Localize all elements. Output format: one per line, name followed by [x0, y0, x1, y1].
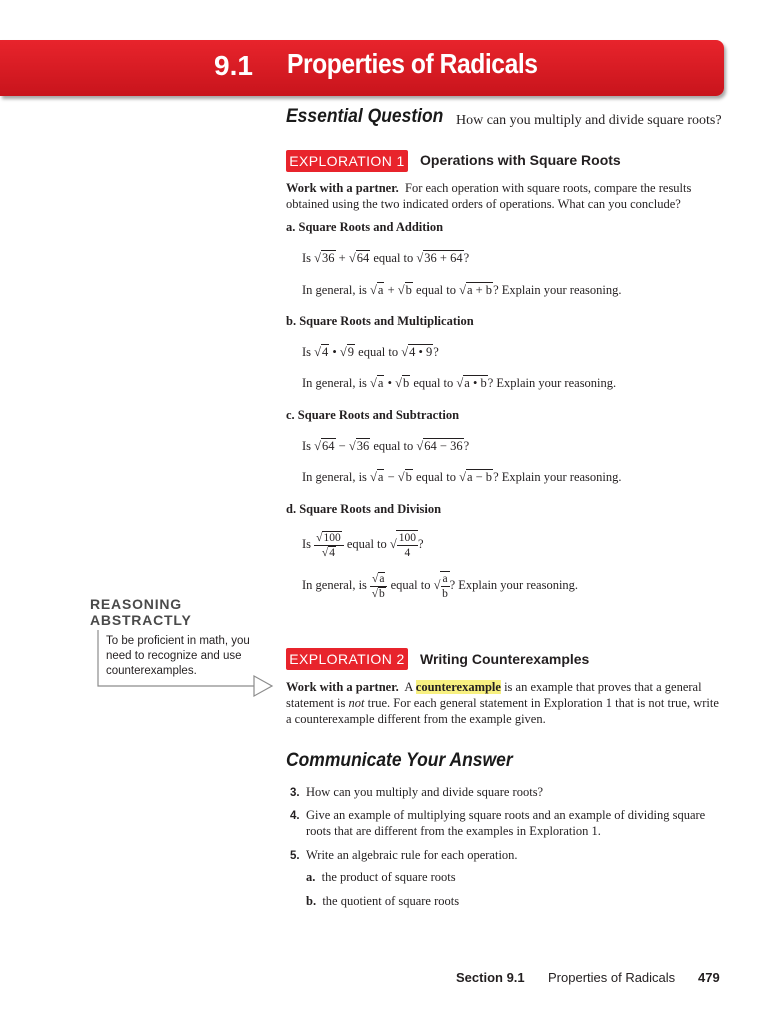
- sqrt-of-fraction-100-over-4: $\frac{100}{4}$: [396, 530, 418, 560]
- part-d-heading: d. Square Roots and Division: [286, 502, 442, 516]
- part-a-question-2: In general, is √a + √b equal to √a + b? Explain your reasoning.: [302, 283, 622, 297]
- question-5: 5. Write an algebraic rule for each operation.: [290, 848, 518, 862]
- essential-question-heading: Essential Question: [286, 106, 444, 127]
- exploration-2-title: Writing Counterexamples: [420, 651, 590, 667]
- part-d-question-2: In general, is $\frac{√a}{√b}$ equal to √ $\frac{a}{b}$ ? Explain your reasoning.: [302, 572, 579, 600]
- exploration-2-badge: EXPLORATION 2: [286, 648, 408, 670]
- question-4: 4. Give an example of multiplying square roots and an example of dividing square roots that are different from the examples in Exploration 1.: [290, 808, 706, 838]
- question-3: 3. How can you multiply and divide square roots?: [290, 785, 544, 799]
- part-d-question-1: Is $\frac{√100}{√4}$ equal to √ $\frac{100}{4}$ ?: [302, 531, 424, 559]
- sidebar-title: REASONING ABSTRACTLY: [90, 596, 192, 628]
- page-number: 479: [698, 970, 720, 985]
- part-b-heading: b. Square Roots and Multiplication: [286, 314, 474, 328]
- footer-section: Section 9.1: [456, 970, 525, 985]
- exploration-1-title: Operations with Square Roots: [420, 152, 621, 168]
- communicate-heading: Communicate Your Answer: [286, 750, 513, 771]
- part-b-question-1: Is √4 • √9 equal to √4 • 9?: [302, 345, 439, 359]
- exploration-1-instructions: Work with a partner. For each operation with square roots, compare the results obtained using the two indicated orders of operations. What can you conclude?: [286, 181, 692, 211]
- fraction-sqrt100-over-sqrt4: $\frac{√100}{√4}$: [314, 531, 344, 560]
- sidebar-text: To be proficient in math, you need to recognize and use counterexamples.: [106, 635, 250, 677]
- question-5b: b. the quotient of square roots: [306, 894, 460, 908]
- part-c-question-2: In general, is √a − √b equal to √a − b? Explain your reasoning.: [302, 470, 622, 484]
- essential-question-text: How can you multiply and divide square roots?: [456, 113, 722, 128]
- footer-title: Properties of Radicals: [548, 970, 676, 985]
- sqrt-of-fraction-a-over-b: $\frac{a}{b}$: [440, 571, 450, 601]
- section-banner: [0, 40, 724, 96]
- part-c-heading: c. Square Roots and Subtraction: [286, 408, 460, 422]
- part-b-question-2: In general, is √a • √b equal to √a • b? Explain your reasoning.: [302, 376, 617, 390]
- exploration-2-text: Work with a partner. A counterexample is an example that proves that a general statement is not true. For each general statement in Exploration 1 that is not true, write a counterexample different from the example given.: [286, 680, 719, 726]
- counterexample-highlight: counterexample: [415, 680, 501, 694]
- fraction-sqrta-over-sqrtb: $\frac{√a}{√b}$: [370, 572, 387, 601]
- question-5a: a. the product of square roots: [306, 870, 456, 884]
- page-title: Properties of Radicals: [287, 48, 538, 79]
- exploration-1-badge: EXPLORATION 1: [286, 150, 408, 172]
- part-a-question-1: Is √36 + √64 equal to √36 + 64?: [302, 251, 470, 265]
- section-number: 9.1: [214, 50, 253, 81]
- part-c-question-1: Is √64 − √36 equal to √64 − 36?: [302, 439, 470, 453]
- part-a-heading: a. Square Roots and Addition: [286, 220, 444, 234]
